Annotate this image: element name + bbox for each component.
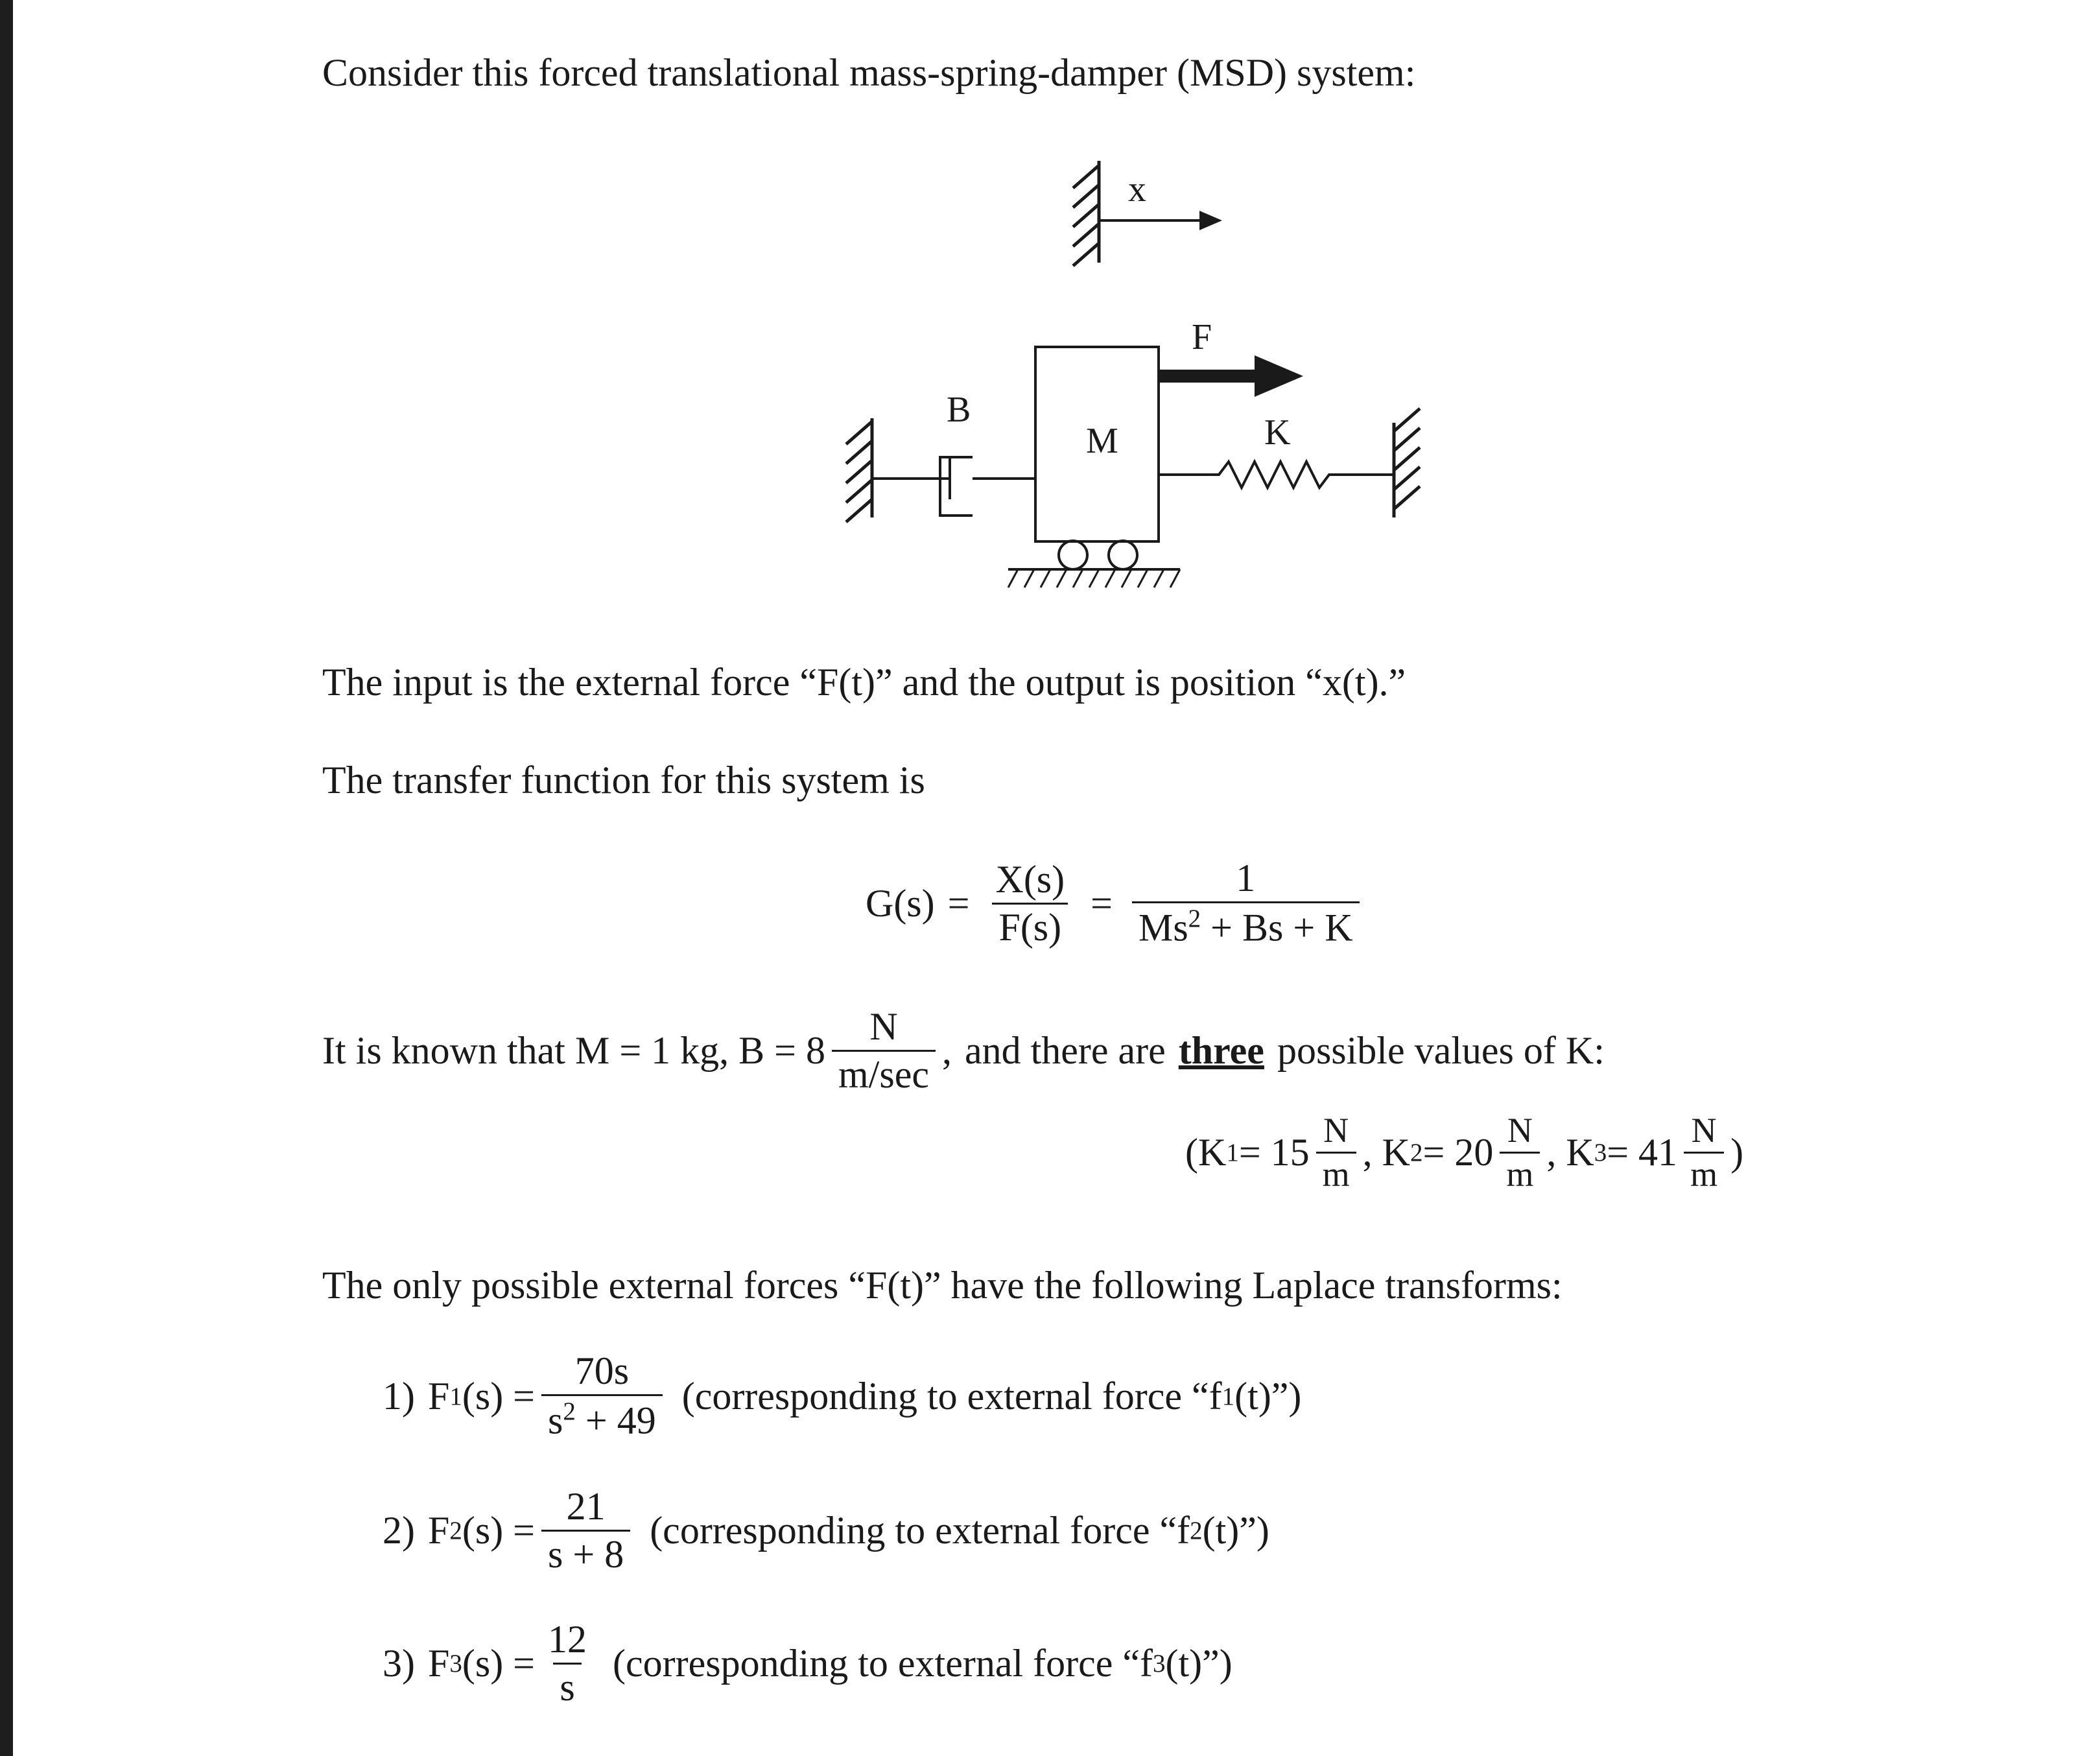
right-wall (1394, 409, 1420, 517)
x-label: x (1128, 169, 1146, 209)
tf-equals-1: = (947, 881, 970, 925)
k3-unit: $\frac{N}{m}$ (1684, 1112, 1724, 1192)
force-item-2: 2) F 2 (s) = $\frac{21}{s + 8}$ (corresponding to external force “f 2 (t)”) (383, 1484, 1269, 1576)
force-3-fraction: $\frac{12}{s}$ (548, 1617, 587, 1709)
msd-diagram (0, 0, 2100, 648)
b-unit: $\frac{N}{m/\sec}$ (832, 1006, 936, 1095)
force-1-fraction: $\frac{70s}{s^2 + 49}$ (541, 1351, 663, 1441)
known-comma: , (941, 1028, 952, 1072)
k-values: (K 1 = 15 $\frac{N}{m}$ , K 2 = 20 $\frac{N}{m}$ , K 3 = 41 $\frac{N}{m}$ ) (1185, 1110, 1744, 1194)
roller-left (1059, 541, 1087, 569)
transfer-function (866, 855, 1366, 952)
tf-result (1132, 858, 1360, 948)
known-emphasis: three (1178, 1028, 1264, 1072)
force-arrow (1159, 355, 1303, 397)
force-item-3: 3) F 3 (s) = $\frac{12}{s}$ (corresponding to external force “f 3 (t)”) (383, 1617, 1233, 1709)
damper-label: B (947, 390, 971, 430)
force-2-fraction: $\frac{21}{s + 8}$ (541, 1486, 630, 1575)
known-suffix: possible values of K: (1277, 1028, 1605, 1072)
ground (1008, 569, 1180, 587)
tf-result-den: $Ms^2 + Bs + K$ (1132, 901, 1360, 948)
k1-unit: $\frac{N}{m}$ (1316, 1112, 1356, 1192)
k2-unit: $\frac{N}{m}$ (1500, 1112, 1540, 1192)
tf-result-num: 1 (1236, 857, 1256, 900)
known-prefix: It is known that M = 1 kg, B = 8 (322, 1028, 826, 1072)
force-label: F (1192, 317, 1212, 357)
roller-right (1109, 541, 1137, 569)
spring-label: K (1264, 412, 1291, 453)
force-item-1: 1) F 1 (s) = $\frac{70s}{s^2 + 49}$ (corresponding to external force “f 1 (t)”) (383, 1349, 1302, 1442)
x-arrow (1099, 211, 1222, 230)
reference-wall (1073, 161, 1099, 266)
intro-text: Consider this forced translational mass-spring-damper (MSD) system: (322, 51, 1416, 94)
tf-ratio (989, 859, 1071, 948)
known-mid: and there are (964, 1028, 1166, 1072)
tf-ratio-den: F(s) (992, 903, 1068, 948)
tf-intro-text: The transfer function for this system is (322, 759, 925, 801)
left-wall (846, 418, 872, 522)
tf-equals-2: = (1091, 881, 1113, 925)
mass-label: M (1086, 421, 1118, 461)
input-output-text: The input is the external force “F(t)” and the output is position “x(t).” (322, 661, 1406, 704)
damper (872, 457, 1035, 516)
spring (1159, 462, 1394, 488)
tf-lhs: G(s) (866, 881, 935, 925)
known-values (322, 1002, 1605, 1099)
forces-intro-text: The only possible external forces “F(t)” have the following Laplace transforms: (322, 1264, 1563, 1307)
tf-ratio-num: X(s) (995, 857, 1065, 901)
